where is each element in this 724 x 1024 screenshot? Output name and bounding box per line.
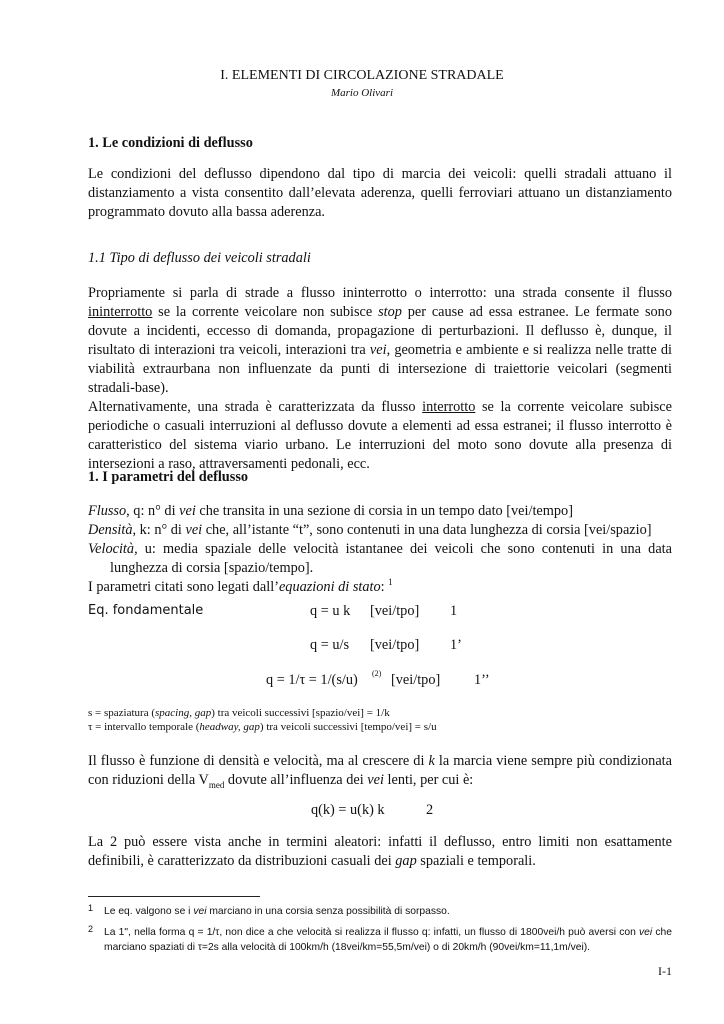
paragraph-flusso-ininterrotto: Propriamente si parla di strade a flusso ininterrotto o interrotto: una strada consente il flusso ininterrotto se la corrente veicolare non subisce stop per cause ad essa estranee. Le fermate sono dovute a incidenti, eccesso di domanda, propagazione di perturbazioni. Il deflusso è, dunque, il risultato di interazioni tra veicoli, interazioni tra vei, geometria e ambiente e si realizza nelle tratte di viabilità extraurbana non influenzate da punti di intersezione di traiettorie veicolari (segmenti stradali-base). (88, 285, 672, 396)
definition-flusso: Flusso, q: n° di vei che transita in una sezione di corsia in un tempo dato [vei/tempo] (88, 503, 573, 519)
equation-2-number: 2 (426, 802, 434, 818)
document-author: Mario Olivari (330, 87, 394, 99)
subsection-heading-tipo-deflusso: 1.1 Tipo di deflusso dei veicoli stradali (88, 250, 311, 266)
equation-1-prime-unit: [vei/tpo] (370, 637, 420, 653)
paragraph-tipo-deflusso (88, 284, 672, 474)
footnote-1: 1 Le eq. valgono se i vei marciano in una corsia senza possibilità di sorpasso. (88, 903, 450, 917)
footnote-2-number: 2 (88, 924, 94, 934)
equation-1-double-prime-unit: [vei/tpo] (391, 672, 441, 688)
definition-densita: Densità, k: n° di vei che, all’istante “t”, sono contenuti in una data lunghezza di corsia [vei/spazio] (88, 522, 652, 538)
page-number: I-1 (658, 964, 672, 978)
underlined-term: interrotto (422, 399, 476, 415)
footnote-1-number: 1 (88, 903, 94, 913)
equazioni-di-stato-line: I parametri citati sono legati dall’equazioni di stato: $^1$ (88, 577, 393, 595)
equation-1-double-prime-number: 1’’ (474, 672, 490, 688)
paragraph-aleatori: La 2 può essere vista anche in termini aleatori: infatti il deflusso, entro limiti non esattamente definibili, è caratterizzato da distribuzioni casuali dei gap spaziali e temporali. (88, 834, 672, 869)
definition-velocita: Velocità, u: media spaziale delle velocità istantanee dei veicoli che sono contenuti in una data lunghezza di corsia [spazio/tempo]. (88, 541, 672, 576)
equation-1-double-prime: q = 1/τ = 1/(s/u) (266, 672, 358, 688)
equation-2: q(k) = u(k) k (311, 802, 385, 818)
paragraph-funzione-densita: Il flusso è funzione di densità e velocità, ma al crescere di k la marcia viene sempre più condizionata con riduzioni della $V_{med}$ dovute all’influenza dei vei lenti, per cui è: (88, 753, 672, 790)
paragraph-flusso-interrotto: Alternativamente, una strada è caratterizzata da flusso interrotto se la corrente veicolare subisce periodiche o casuali interruzioni al deflusso dovute a elementi ad essa estranei; il flusso interrotto è caratteristico del sistema viario urbano. Le interruzioni del moto sono dovute alla presenza di intersezioni a raso, attraversamenti pedonali, ecc. (88, 399, 672, 472)
footnote-2: 2 La 1", nella forma q = 1/τ, non dice a che velocità si realizza il flusso q: infatti, un flusso di 1800vei/h può aversi con vei che marciano spaziati di τ=2s alla velocità di 100km/h (18vei/km=55,5m/vei) o di 20km/h (90vei/km=11,1m/vei). (88, 924, 672, 953)
parameter-definitions (88, 502, 672, 597)
paragraph-text: Le condizioni del deflusso dipendono dal tipo di marcia dei veicoli: quelli stradali attuano il distanziamento a vista consentito dall’elevata aderenza, quelli ferroviari attuano un distanziamento programmato dovuto alla bassa aderenza. (88, 166, 672, 220)
underlined-term: ininterrotto (88, 304, 153, 320)
footnote-ref-1: 1 (388, 577, 393, 588)
equation-1-prime-number: 1’ (450, 637, 462, 653)
section-heading-condizioni: 1. Le condizioni di deflusso (88, 135, 253, 151)
equation-1: q = u k (310, 603, 351, 619)
equation-label: Eq. fondamentale (88, 603, 204, 618)
equation-1-unit: [vei/tpo] (370, 603, 420, 619)
definition-intervallo: τ = intervallo temporale (headway, gap) tra veicoli successivi [tempo/vei] = s/u (88, 721, 437, 733)
equation-1-number: 1 (450, 603, 458, 619)
document-title: I. ELEMENTI DI CIRCOLAZIONE STRADALE (220, 68, 504, 83)
equation-1-prime: q = u/s (310, 637, 350, 653)
footnote-separator (88, 896, 260, 897)
footnote-ref-2: (2) (372, 669, 382, 678)
section-heading-parametri: 1. I parametri del deflusso (88, 469, 249, 485)
definition-spaziatura: s = spaziatura (spacing, gap) tra veicoli successivi [spazio/vei] = 1/k (88, 707, 390, 719)
paragraph-condizioni (88, 165, 672, 222)
